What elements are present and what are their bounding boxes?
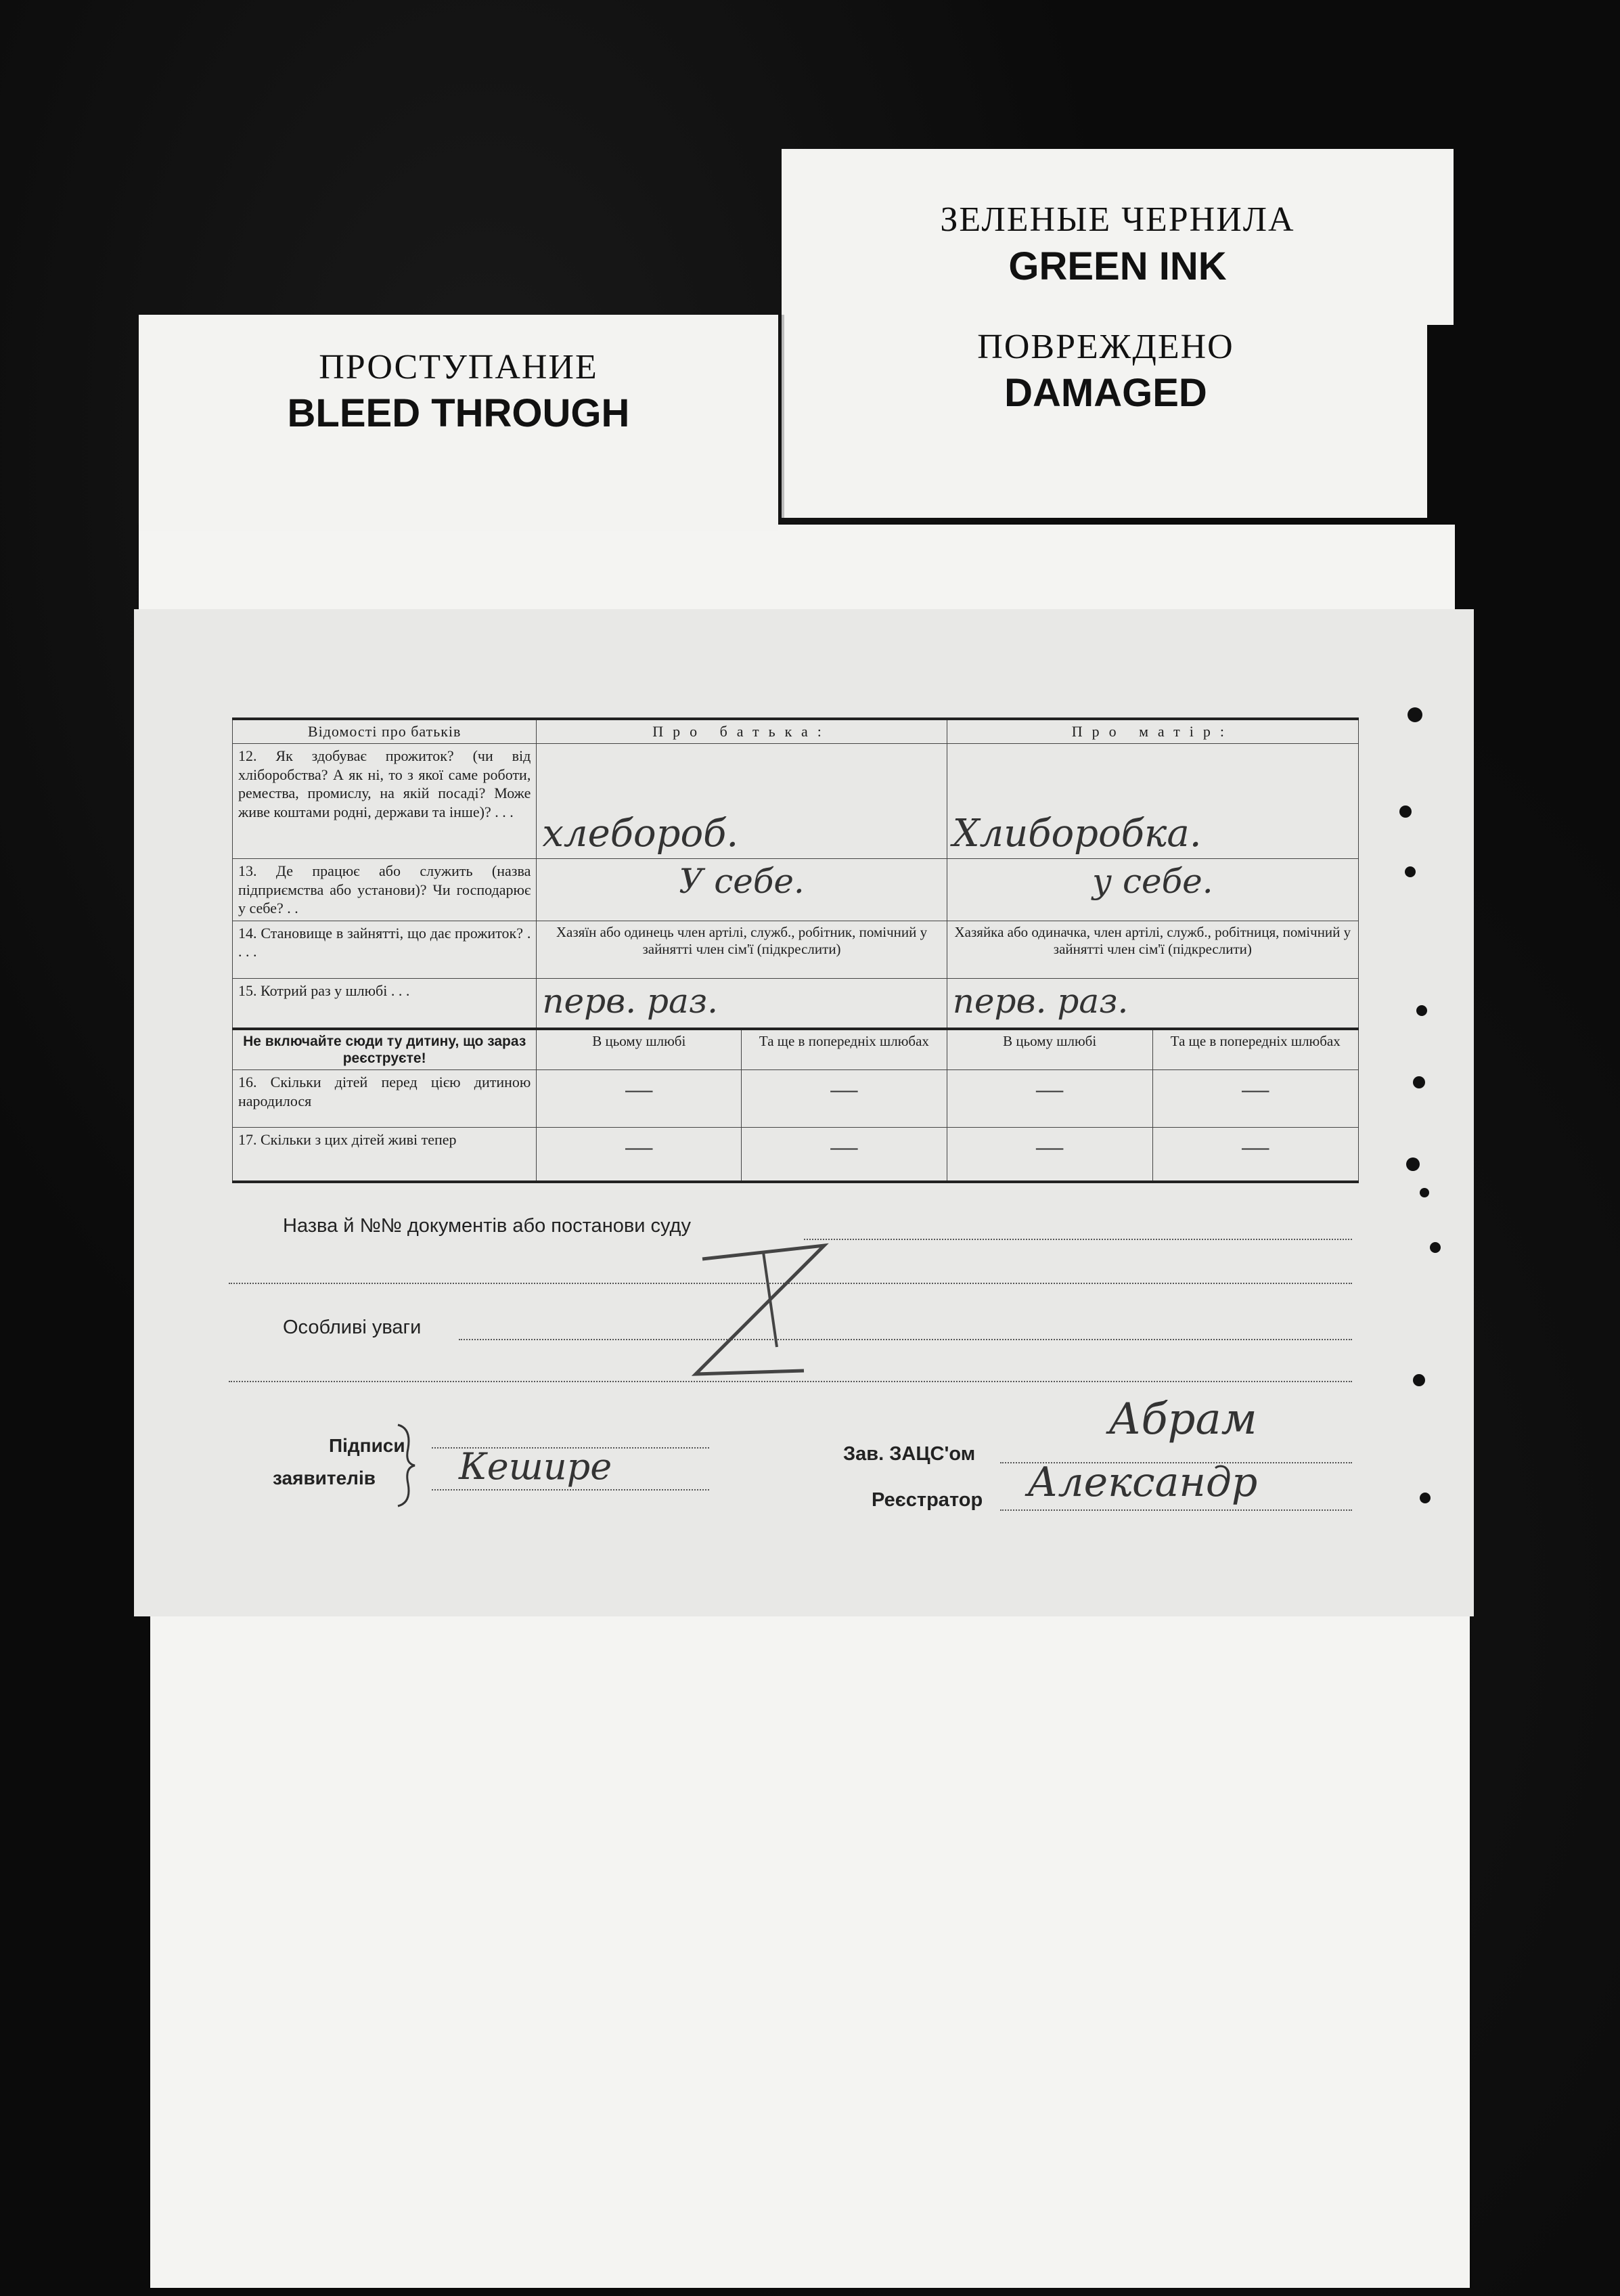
children-note: Не включайте сюди ту дитину, що зараз реєструєте! (233, 1029, 537, 1070)
notes-label: Особливі уваги (283, 1317, 422, 1338)
father-previous-header: Та ще в попередніх шлюбах (742, 1029, 947, 1070)
damage-hole (1413, 1374, 1425, 1386)
head-zags-label: Зав. ЗАЦС'ом (843, 1443, 976, 1465)
father-this-marriage-header: В цьому шлюбі (537, 1029, 742, 1070)
head-signature: Абрам (1108, 1394, 1257, 1444)
answer-15-father: перв. раз. (537, 978, 947, 1029)
answer-13-father: У себе. (537, 859, 947, 921)
registrar-signature: Александр (1027, 1459, 1258, 1506)
record-card (134, 609, 1474, 1616)
answer-14-father: Хазяїн або одинець член артілі, служб., робітник, помічний у зайнятті член сім'ї (підкреслити) (537, 921, 947, 978)
damage-hole (1420, 1493, 1431, 1503)
answer-12-father: хлебороб. (537, 744, 947, 859)
damage-hole (1408, 707, 1422, 722)
green-ink-ru: ЗЕЛЕНЫЕ ЧЕРНИЛА (940, 200, 1295, 239)
mother-previous-header: Та ще в попередніх шлюбах (1152, 1029, 1358, 1070)
registrar-label: Реєстратор (872, 1489, 983, 1511)
question-13: 13. Де працює або служить (назва підприємства або установи)? Чи господарює у себе? . . (233, 859, 537, 921)
answer-17-b: — (742, 1128, 947, 1182)
applicant-sign-line-2 (432, 1489, 709, 1491)
applicants-label-1: Підписи (329, 1435, 405, 1456)
documents-line (804, 1239, 1352, 1240)
mother-this-marriage-header: В цьому шлюбі (947, 1029, 1152, 1070)
damage-hole (1405, 866, 1416, 877)
damage-hole (1413, 1076, 1425, 1088)
damaged-en: DAMAGED (1004, 371, 1207, 415)
brace-icon (391, 1421, 418, 1509)
bleed-through-en: BLEED THROUGH (287, 391, 630, 435)
bleed-through-ru: ПРОСТУПАНИЕ (319, 348, 598, 387)
damage-hole (1416, 1005, 1427, 1016)
answer-13-mother: у себе. (947, 859, 1358, 921)
header-father: Про батька: (537, 719, 947, 744)
answer-14-mother: Хазяйка або одиначка, член артілі, служб., робітниця, помічний у зайнятті член сім'ї (підкреслити) (947, 921, 1358, 978)
answer-17-c: — (947, 1128, 1152, 1182)
green-ink-label (782, 149, 1454, 325)
answer-17-a: — (537, 1128, 742, 1182)
question-15: 15. Котрий раз у шлюбі . . . (233, 978, 537, 1029)
parents-info-table (232, 718, 1359, 1183)
answer-15-mother: перв. раз. (947, 978, 1358, 1029)
green-ink-en: GREEN INK (1008, 244, 1227, 288)
question-16: 16. Скільки дітей перед цією дитиною народилося (233, 1070, 537, 1128)
applicants-label-2: заявителів (273, 1467, 376, 1488)
bleed-through-label (139, 315, 778, 531)
damage-hole (1430, 1242, 1441, 1253)
answer-16-c: — (947, 1070, 1152, 1128)
registrar-sign-line (1000, 1509, 1352, 1511)
damaged-label (782, 315, 1427, 518)
damaged-ru: ПОВРЕЖДЕНО (977, 328, 1234, 366)
answer-16-d: — (1152, 1070, 1358, 1128)
strike-z-mark (662, 1239, 838, 1388)
header-mother: Про матір: (947, 719, 1358, 744)
question-17: 17. Скільки з цих дітей живі тепер (233, 1128, 537, 1182)
answer-16-b: — (742, 1070, 947, 1128)
answer-12-mother: Хлиборобка. (947, 744, 1358, 859)
damage-hole (1420, 1188, 1429, 1197)
damage-hole (1399, 805, 1412, 818)
documents-label: Назва й №№ документів або постанови суду (283, 1215, 691, 1237)
backing-sheet (150, 1577, 1470, 2288)
question-14: 14. Становище в зайнятті, що дає прожиток? . . . . (233, 921, 537, 978)
damage-hole (1406, 1157, 1420, 1171)
header-parents-info: Відомості про батьків (233, 719, 537, 744)
applicant-signature: Кешире (459, 1445, 612, 1488)
notes-line (459, 1339, 1352, 1340)
answer-17-d: — (1152, 1128, 1358, 1182)
answer-16-a: — (537, 1070, 742, 1128)
question-12: 12. Як здобуває прожиток? (чи від хліборобства? А як ні, то з якої саме роботи, ремества, промислу, на якій посаді? Може живе коштами родні, держави та інше)? . . . (233, 744, 537, 859)
